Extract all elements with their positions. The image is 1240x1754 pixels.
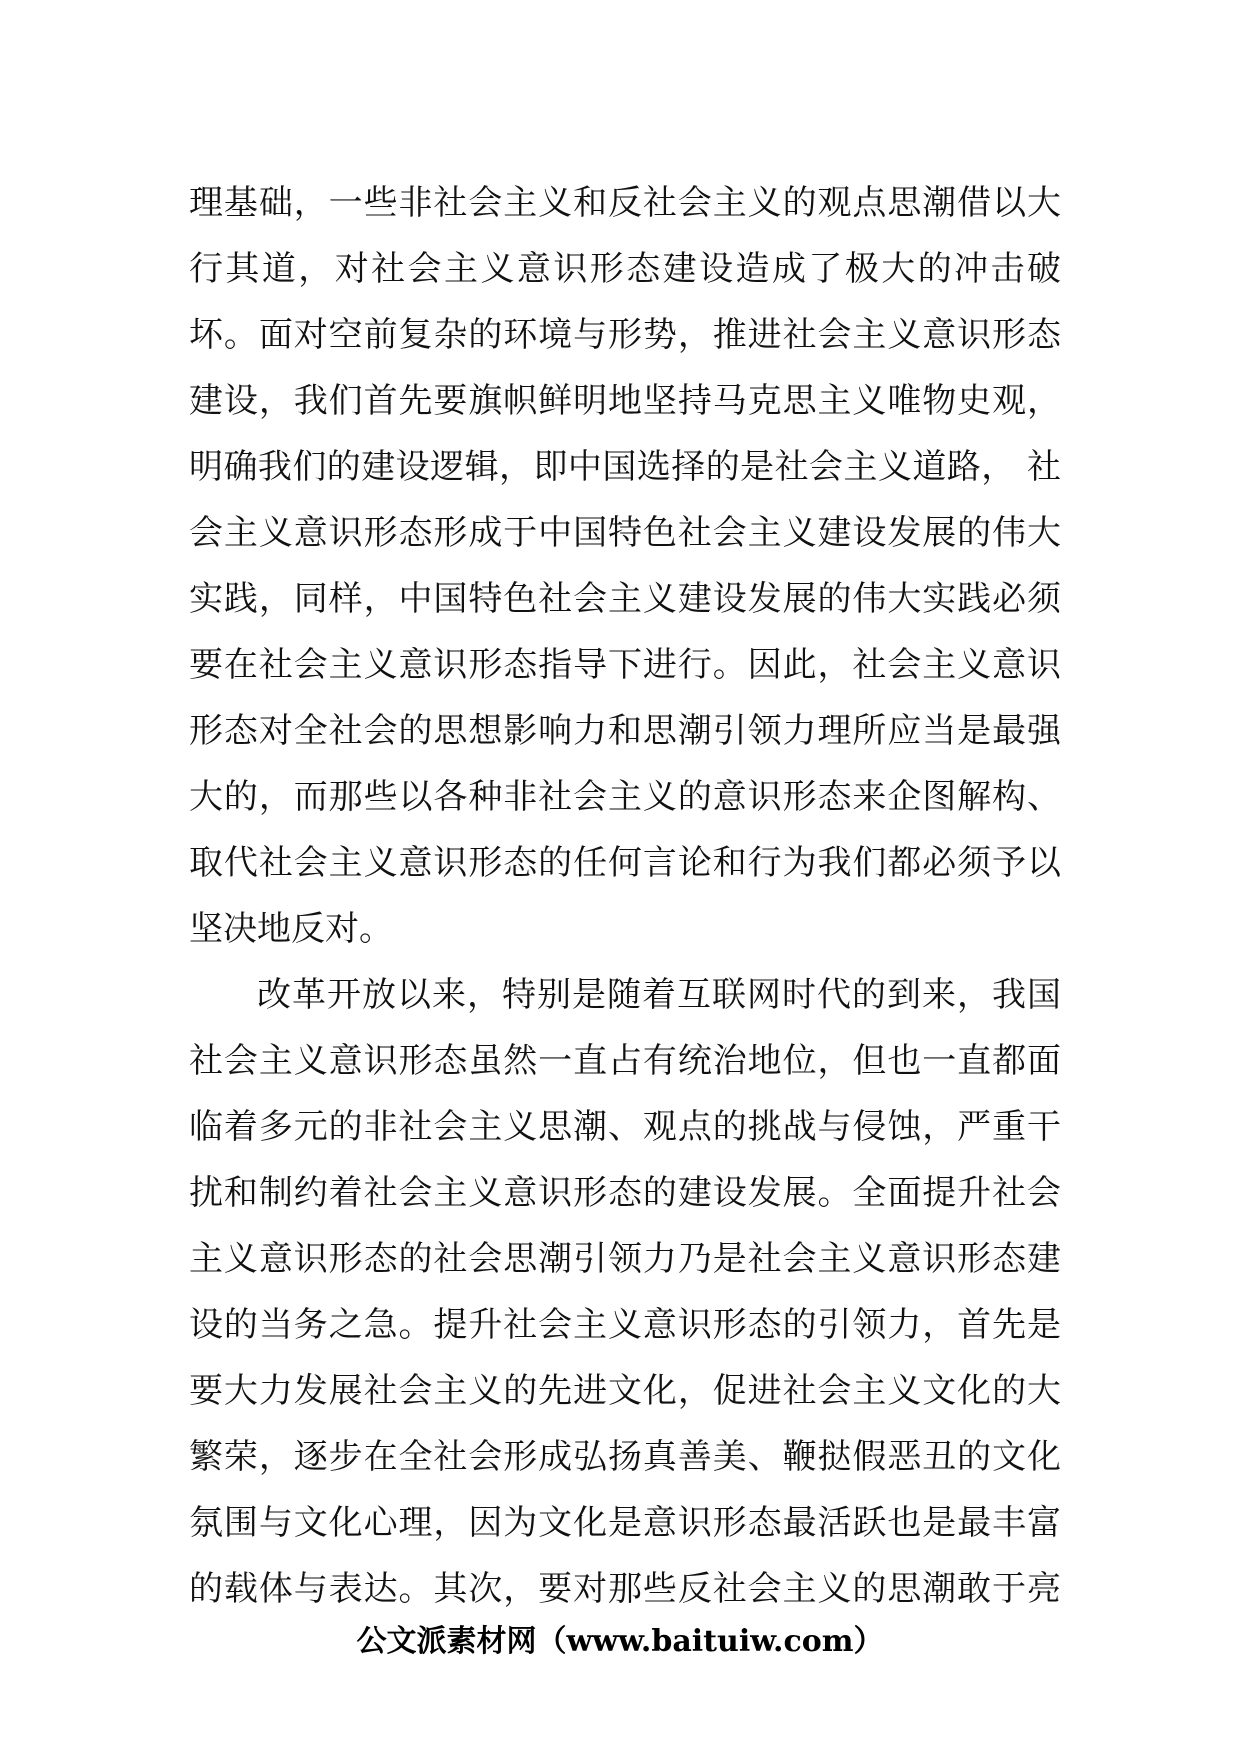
text-line: 氛围与文化心理，因为文化是意识形态最活跃也是最丰富 [189,1503,1061,1543]
text-line: 主义意识形态的社会思潮引领力乃是社会主义意识形态建 [189,1239,1061,1279]
text-line: 理基础，一些非社会主义和反社会主义的观点思潮借以大 [189,183,1061,223]
text-line: 大的，而那些以各种非社会主义的意识形态来企图解构、 [189,777,1061,817]
text-line: 扰和制约着社会主义意识形态的建设发展。全面提升社会 [189,1173,1061,1213]
text-line: 设的当务之急。提升社会主义意识形态的引领力，首先是 [189,1305,1061,1345]
text-line: 的载体与表达。其次，要对那些反社会主义的思潮敢于亮 [189,1569,1061,1609]
text-line: 繁荣，逐步在全社会形成弘扬真善美、鞭挞假恶丑的文化 [189,1437,1061,1477]
text-line: 要在社会主义意识形态指导下进行。因此，社会主义意识 [189,645,1061,685]
text-line: 会主义意识形态形成于中国特色社会主义建设发展的伟大 [189,513,1061,553]
text-line: 要大力发展社会主义的先进文化，促进社会主义文化的大 [189,1371,1061,1411]
text-line: 行其道，对社会主义意识形态建设造成了极大的冲击破 [189,249,1061,289]
text-line: 取代社会主义意识形态的任何言论和行为我们都必须予以 [189,843,1061,883]
body-text [189,170,1061,1622]
text-line: 形态对全社会的思想影响力和思潮引领力理所应当是最强 [189,711,1061,751]
text-line: 临着多元的非社会主义思潮、观点的挑战与侵蚀，严重干 [189,1107,1061,1147]
text-line: 坏。面对空前复杂的环境与形势，推进社会主义意识形态 [189,315,1061,355]
text-line: 实践，同样，中国特色社会主义建设发展的伟大实践必须 [189,579,1061,619]
footer-watermark: 公文派素材网（www.baituiw.com） [356,1624,884,1659]
text-line: 社会主义意识形态虽然一直占有统治地位，但也一直都面 [189,1041,1061,1081]
text-line: 改革开放以来，特别是随着互联网时代的到来，我国 [257,975,1061,1015]
text-line: 建设，我们首先要旗帜鲜明地坚持马克思主义唯物史观， [189,381,1061,421]
text-line: 明确我们的建设逻辑，即中国选择的是社会主义道路， 社 [189,447,1061,487]
text-line: 坚决地反对。 [189,909,393,949]
